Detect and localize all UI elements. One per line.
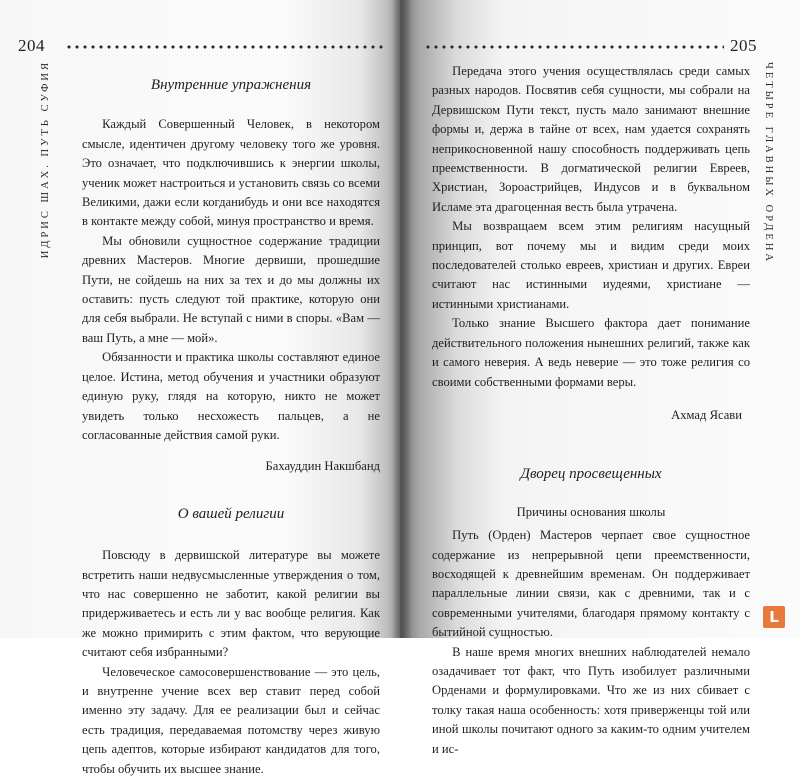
section-heading: О вашей религии <box>177 505 285 522</box>
running-head-left: ИДРИС ШАХ. ПУТЬ СУФИЯ <box>40 60 51 259</box>
left-page <box>0 0 400 776</box>
page-number-left: 204 <box>18 36 45 55</box>
right-page-text <box>432 62 750 759</box>
paragraph: Путь (Орден) Мастеров черпает свое сущностное содержание из непрерывной цепи преемственности, восходящей к древнейшим временам. Он поддерживает параллельные линии связи, как с древними, так и с современными учителями, благодаря прямому контакту с бытийной сущностью. <box>432 528 750 640</box>
paragraph: Только знание Высшего фактора дает понимание действительного положения нынешних религий, также как и самого неверия. А ведь неверие — это тоже религия со своими собственными формами веры. <box>432 316 750 389</box>
paragraph: Мы обновили сущностное содержание традиции древних Мастеров. Многие дервиши, прошедшие Пути, не сойдешь на них за тех и до мы должны их оставить: пусть следуют той практике, которую они для себя выбрали. Не вступай с ними в споры. «Вам — ваш Путь, а мне — мой». <box>82 233 380 345</box>
running-head-right: ЧЕТЫРЕ ГЛАВНЫХ ОРДЕНА <box>763 62 774 264</box>
section-heading: Дворец просвещенных <box>520 466 662 483</box>
section-subheading: Причины основания школы <box>516 504 666 519</box>
paragraph: Человеческое самосовершенствование — это цель, и внутренне учение всех вер ставит перед собой именно эту задачу. Для ее реализации был и сейчас есть традиция, передаваемая потомству через живую цепь адептов, которые избирают кандидатов для того, чтобы обучить их высшее знание. <box>82 664 380 776</box>
book-gutter-shadow <box>392 0 412 638</box>
header-ornament-right <box>424 44 724 50</box>
header-ornament-left <box>65 44 387 50</box>
paragraph: Мы возвращаем всем этим религиям насущный принцип, вот почему мы и видим среди моих последователей столько евреев, христиан и других. Евреи считают нас истинными иудеями, христиане — истинными христианами. <box>432 219 750 311</box>
paragraph: Обязанности и практика школы составляют единое целое. Истина, метод обучения и участники образуют единую руку, глядя на которую, никто не может увидеть только несхожесть пальцев, а не согласованные действия самой руки. <box>82 350 380 442</box>
paragraph: Каждый Совершенный Человек, в некотором смысле, идентичен другому человеку того же уровня. Это означает, что подключившись к энергии школы, ученик может настроиться и установить связь со всеми Великими, дажи если когданибудь и они все находятся в контакте между собой, минуя пространство и время. <box>82 117 380 229</box>
attribution: Ахмад Ясави <box>671 407 742 422</box>
right-page <box>400 0 800 756</box>
section-heading: Внутренние упражнения <box>150 77 312 93</box>
publisher-logo-icon: L <box>763 606 785 628</box>
attribution: Бахауддин Накшбанд <box>265 459 380 474</box>
paragraph: В наше время многих внешних наблюдателей немало озадачивает тот факт, что Путь изобилует различными Орденами и формулировками. Что же из них сбивает с толку такая наша особенность: хотя приверженцы той или иной школы почитают одного за каким-то одним учителем и ис- <box>432 644 750 756</box>
paragraph: Передача этого учения осуществлялась среди самых разных народов. Посвятив себя сущности, мы собрали на Дервишском Пути текст, пусть мало занимают внешние формы и, держа в тайне от всех, нам удается сохранять неприкосновенной нашу способность поддерживать цепь преемственности. В догматической религии Евреев, Христиан, Зороастрийцев, Индусов и в буквальном Исламе эта драгоценная весть была утрачена. <box>432 64 750 214</box>
paragraph: Повсюду в дервишской литературе вы можете встретить наши недвусмысленные утверждения о том, что нас совершенно не заботит, какой религии вы придерживаетесь и есть ли у вас вообще религия. Как же можно примирить с этим фактом, что верующие считают себя избранными? <box>82 548 380 660</box>
left-page-text <box>82 66 380 779</box>
page-number-right: 205 <box>730 36 757 55</box>
